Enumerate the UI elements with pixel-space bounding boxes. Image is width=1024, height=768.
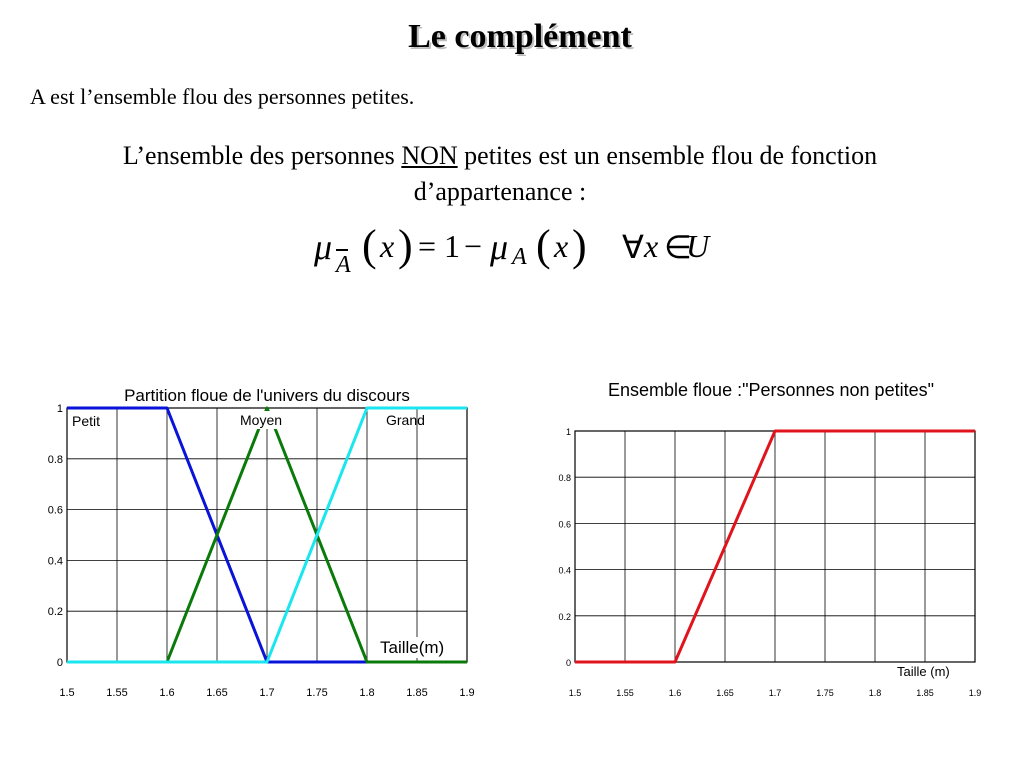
intro-text: A est l’ensemble flou des personnes petites. bbox=[30, 84, 415, 109]
x-tick-label: 1.8 bbox=[868, 688, 882, 698]
series-label: Grand bbox=[386, 412, 425, 428]
x-tick-label: 1.75 bbox=[306, 687, 328, 699]
x-tick-label: 1.9 bbox=[968, 688, 982, 698]
x-tick-label: 1.85 bbox=[406, 687, 428, 699]
x-tick-label: 1.7 bbox=[768, 688, 782, 698]
definition-before: L’ensemble des personnes bbox=[122, 141, 402, 170]
definition-after: petites est un ensemble flou de fonction bbox=[457, 141, 878, 170]
formula-minus: − bbox=[464, 228, 483, 264]
formula-var-forall: x bbox=[644, 228, 659, 264]
y-tick-label: 0.6 bbox=[558, 519, 571, 530]
y-tick-label: 0.6 bbox=[47, 504, 63, 517]
formula-close-left: ) bbox=[398, 221, 413, 270]
formula-set-right: A bbox=[512, 244, 527, 270]
formula-close-right: ) bbox=[572, 221, 587, 270]
formula-complement-bar bbox=[336, 249, 348, 251]
formula-set-left: A bbox=[336, 252, 351, 278]
y-tick-label: 0 bbox=[565, 658, 571, 668]
formula-in: ∈ bbox=[664, 229, 692, 265]
x-tick-label: 1.7 bbox=[259, 687, 275, 699]
definition-line2: d’appartenance : bbox=[413, 177, 587, 206]
x-tick-label: 1.6 bbox=[668, 688, 682, 698]
x-tick-label: 1.55 bbox=[106, 687, 128, 699]
y-tick-label: 0.4 bbox=[558, 565, 571, 576]
definition-emphasis: NON bbox=[401, 141, 458, 170]
x-tick-label: 1.9 bbox=[459, 687, 475, 699]
non-petites-chart bbox=[545, 374, 995, 710]
complement-formula bbox=[300, 222, 740, 286]
x-axis-label: Taille (m) bbox=[897, 664, 950, 679]
formula-mu-right: μ bbox=[490, 227, 509, 267]
formula-mu-left: μ bbox=[314, 227, 333, 267]
formula-var-right: x bbox=[554, 228, 569, 264]
x-tick-label: 1.55 bbox=[616, 688, 634, 698]
y-tick-label: 0.2 bbox=[558, 611, 571, 622]
series-label: Moyen bbox=[240, 412, 283, 428]
y-tick-label: 0 bbox=[56, 657, 63, 669]
partition-chart bbox=[40, 380, 490, 710]
chart-title: Partition floue de l'univers du discours bbox=[124, 386, 410, 405]
x-tick-label: 1.6 bbox=[159, 687, 175, 699]
x-tick-label: 1.5 bbox=[568, 688, 582, 698]
formula-universe: U bbox=[686, 228, 710, 264]
y-tick-label: 0.4 bbox=[47, 555, 63, 568]
y-tick-label: 0.2 bbox=[47, 606, 63, 619]
series-label: Petit bbox=[72, 413, 101, 429]
y-tick-label: 1 bbox=[565, 427, 571, 437]
x-axis-label: Taille(m) bbox=[380, 638, 445, 657]
chart-title: Ensemble floue :"Personnes non petites" bbox=[608, 380, 934, 400]
formula-var-left: x bbox=[380, 228, 395, 264]
formula-forall: ∀ bbox=[622, 229, 644, 265]
definition-text bbox=[0, 138, 1000, 210]
y-tick-label: 1 bbox=[56, 403, 63, 415]
formula-equals: = bbox=[418, 228, 437, 264]
slide-title: Le complément bbox=[408, 18, 632, 55]
formula-one: 1 bbox=[444, 228, 460, 264]
x-tick-label: 1.65 bbox=[716, 688, 734, 698]
x-tick-label: 1.85 bbox=[916, 688, 934, 698]
y-tick-label: 0.8 bbox=[558, 473, 571, 484]
formula-open-left: ( bbox=[362, 221, 377, 270]
x-tick-label: 1.5 bbox=[59, 687, 75, 699]
x-tick-label: 1.8 bbox=[359, 687, 375, 699]
x-tick-label: 1.65 bbox=[206, 687, 228, 699]
y-tick-label: 0.8 bbox=[47, 453, 63, 466]
formula-open-right: ( bbox=[536, 221, 551, 270]
x-tick-label: 1.75 bbox=[816, 688, 834, 698]
